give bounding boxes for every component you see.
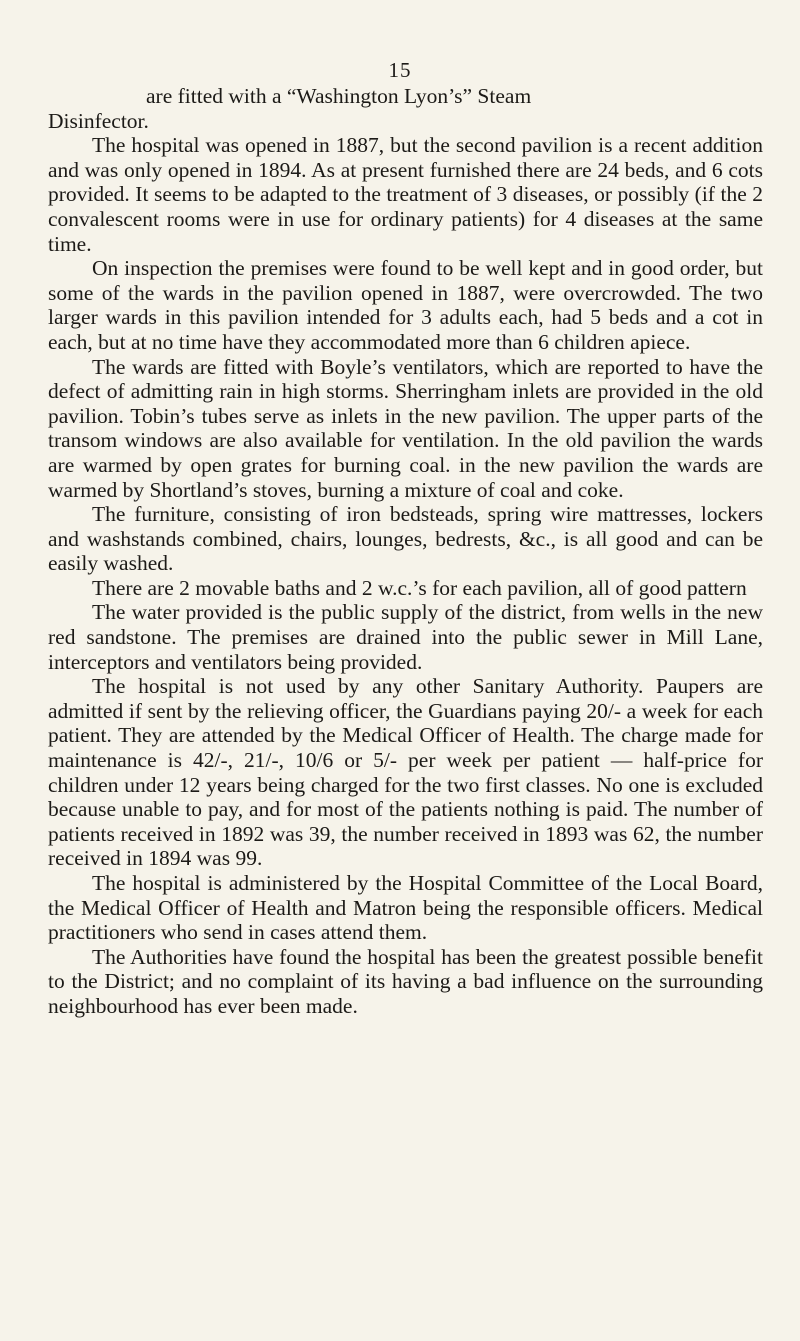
paragraph-administration: The hospital is administered by the Hospital Committee of the Local Board, the Medical Officer of Health and Matron being the responsible officers. Medical practitioners who send in cases attend them. — [48, 871, 763, 945]
paragraph-hospital-opening: The hospital was opened in 1887, but the second pavilion is a recent addition and was only opened in 1894. As at present furnished there are 24 beds, and 6 cots provided. It seems to be adapted to the treatment of 3 diseases, or possibly (if the 2 convalescent rooms were in use for ordinary patients) for 4 diseases at the same time. — [48, 133, 763, 256]
paragraph-conclusion: The Authorities have found the hospital has been the greatest possible benefit to the District; and no complaint of its having a bad influence on the surrounding neighbourhood has ever been made. — [48, 944, 763, 1018]
paragraph-ventilation: The wards are fitted with Boyle’s ventilators, which are reported to have the defect of admitting rain in high storms. Sherringham inlets are provided in the old pavilion. Tobin’s tubes serve as inlets in the new pavilion. The upper parts of the transom windows are also available for ventilation. In the old pavilion the wards are warmed by open grates for burning coal. in the new pavilion the wards are warmed by Shortland’s stoves, burning a mixture of coal and coke. — [48, 354, 763, 502]
paragraph-inspection: On inspection the premises were found to be well kept and in good order, but some of the wards in the pavilion opened in 1887, were overcrowded. The two larger wards in this pavilion intended for 3 adults each, had 5 beds and a cot in each, but at no time have they accommodated more than 6 children apiece. — [48, 256, 763, 354]
paragraph-continuation-rest: Disinfector. — [48, 108, 149, 133]
paragraph-water-supply: The water provided is the public supply of the district, from wells in the new red sandstone. The premises are drained into the public sewer in Mill Lane, interceptors and ventilators being provided. — [48, 600, 763, 674]
paragraph-continuation-first-line: are fitted with a “Washington Lyon’s” Steam — [146, 84, 532, 108]
document-body — [48, 84, 763, 1019]
paragraph-continuation — [48, 84, 763, 133]
page-number: 15 — [388, 58, 412, 82]
paragraph-furniture: The furniture, consisting of iron bedsteads, spring wire mattresses, lockers and washstands combined, chairs, lounges, bedrests, &c., is all good and can be easily washed. — [48, 502, 763, 576]
paragraph-admission-charges: The hospital is not used by any other Sanitary Authority. Paupers are admitted if sent by the relieving officer, the Guardians paying 20/- a week for each patient. They are attended by the Medical Officer of Health. The charge made for maintenance is 42/-, 21/-, 10/6 or 5/- per week per patient — half-price for children under 12 years being charged for the two first classes. No one is excluded because unable to pay, and for most of the patients nothing is paid. The number of patients received in 1892 was 39, the number received in 1893 was 62, the number received in 1894 was 99. — [48, 674, 763, 871]
paragraph-baths: There are 2 movable baths and 2 w.c.’s for each pavilion, all of good pattern — [92, 575, 747, 600]
